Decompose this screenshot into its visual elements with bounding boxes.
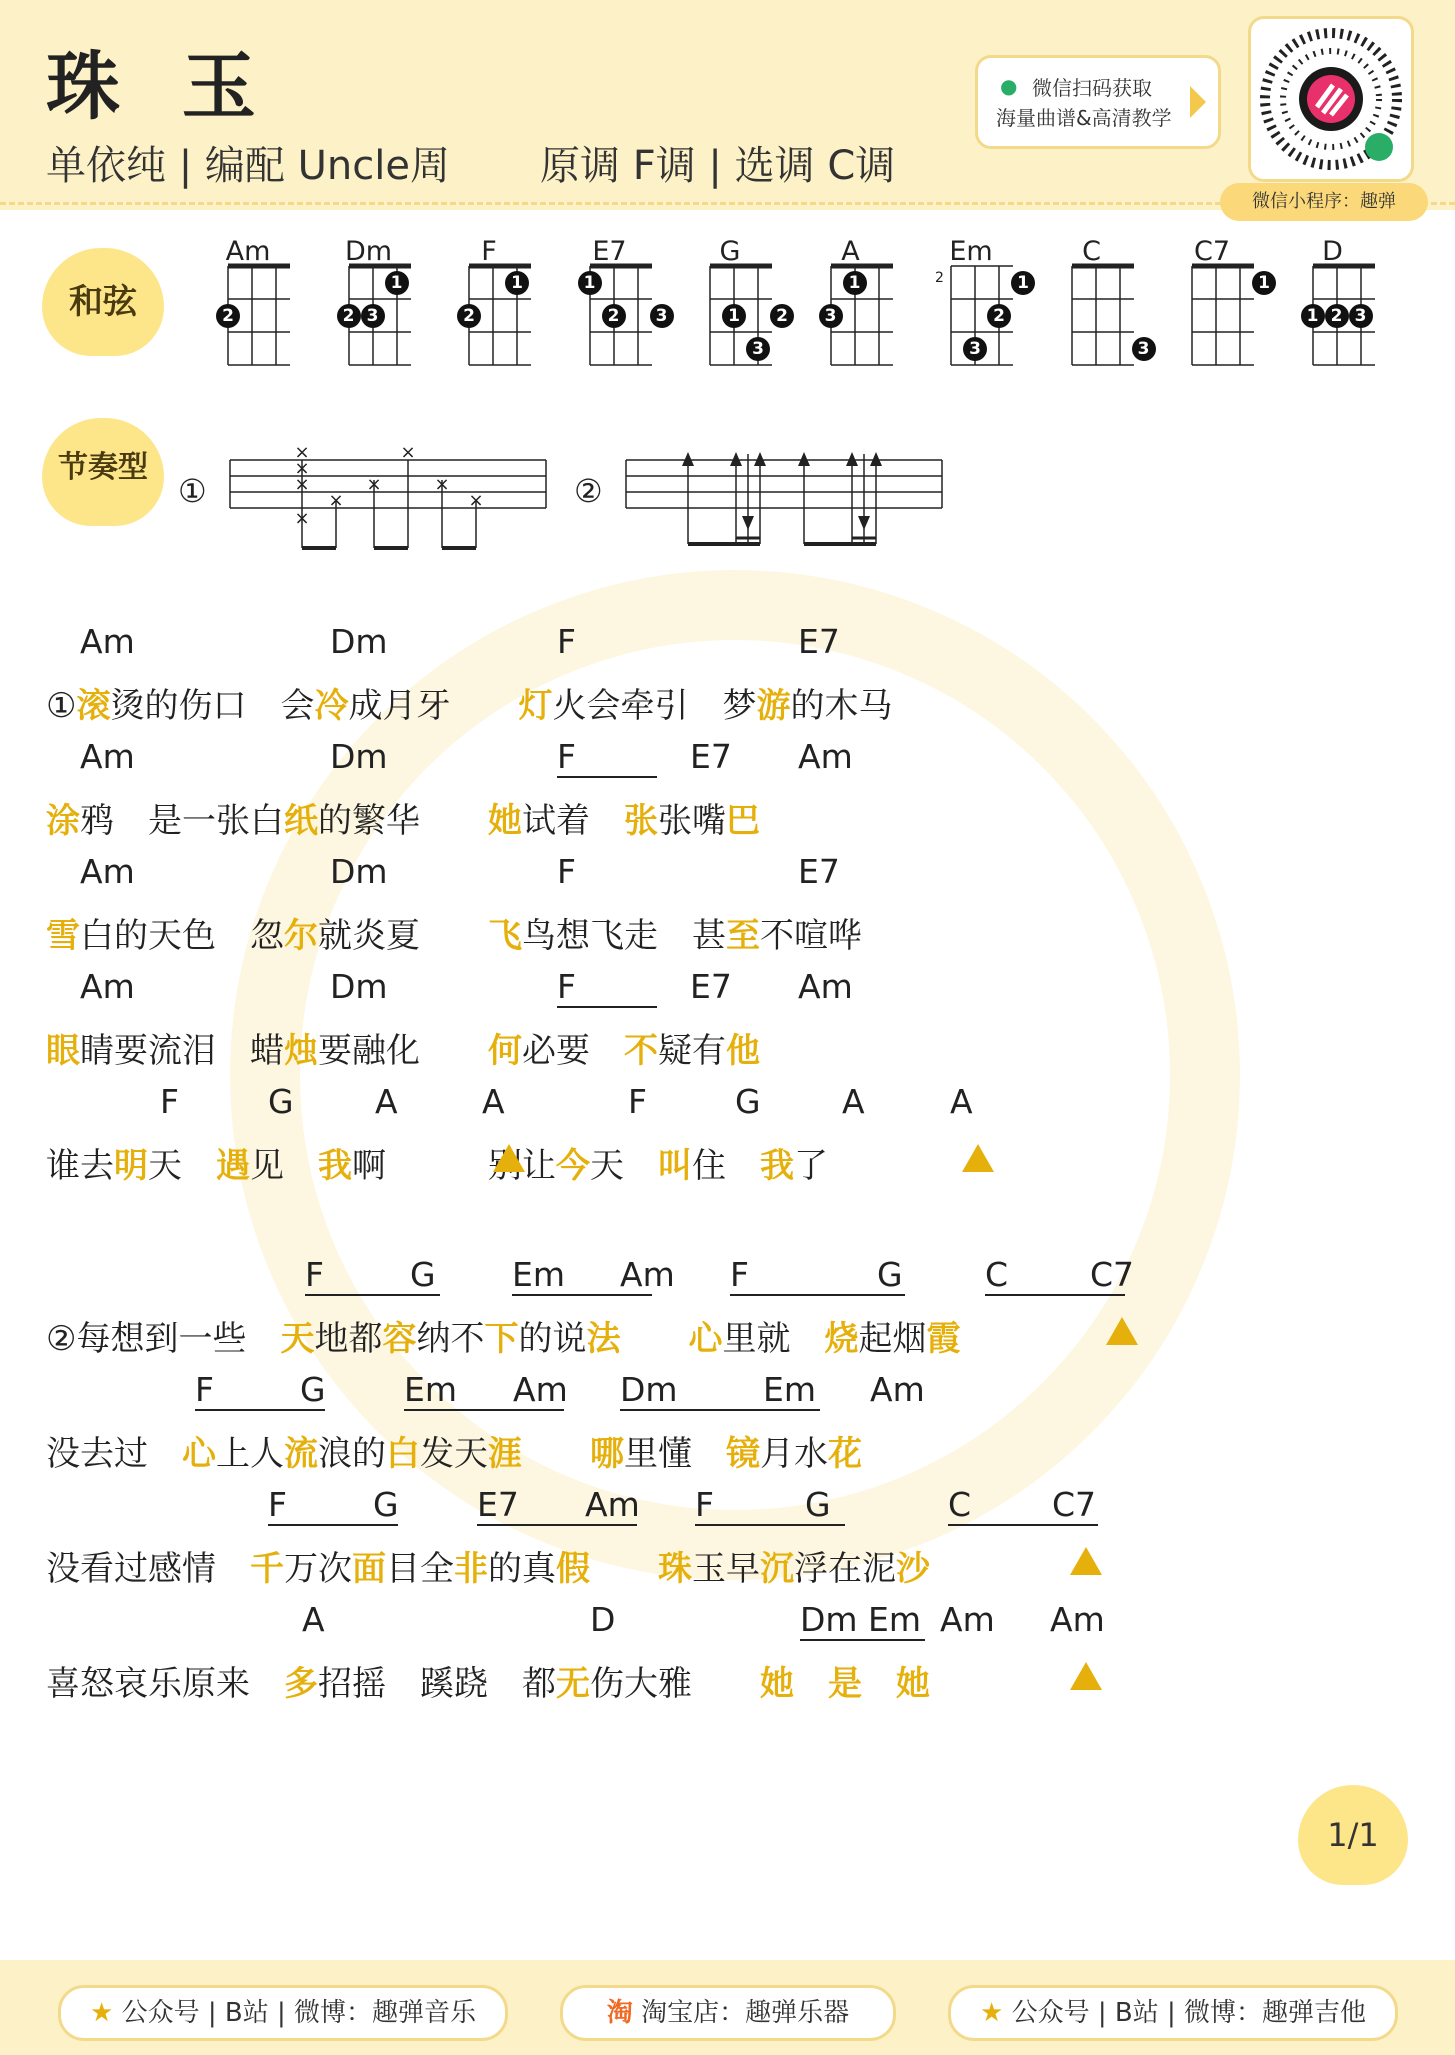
chord-label: E7 (798, 852, 840, 891)
wechat-icon: ● (1000, 74, 1018, 98)
chord-name: Em (949, 236, 993, 267)
fretboard-grid (1054, 236, 1134, 376)
key-info: 原调 F调 | 选调 C调 (540, 143, 896, 189)
svg-text:×: × (468, 490, 484, 511)
arrow-right-icon (1190, 86, 1206, 118)
lyric-text: 睛要流泪 蜡 (80, 1031, 284, 1071)
chord-label: A (482, 1082, 505, 1121)
lyric-accent: 是 (828, 1664, 862, 1704)
lyric-text: 喜怒哀乐原来 (46, 1664, 284, 1704)
lyric-accent: 涂 (46, 801, 80, 841)
lyric-text: 烫的伤口 (110, 686, 247, 726)
chord-label: F (557, 852, 576, 891)
wechat-promo-box[interactable] (975, 55, 1221, 149)
chord-label: C7 (1052, 1485, 1097, 1524)
artist-arranger: 单依纯 | 编配 Uncle周 (46, 143, 450, 189)
lyric-text: 招摇 蹊跷 都 (318, 1664, 556, 1704)
chord-diagram (331, 236, 407, 376)
chord-label: Am (1050, 1600, 1105, 1639)
lyric-accent: 何 (488, 1031, 522, 1071)
lyric-text: 不喧哗 (760, 916, 862, 956)
lyric-text: 谁去 (46, 1146, 114, 1186)
lyric-accent: 烛 (284, 1031, 318, 1071)
finger-dot: 3 (819, 304, 843, 328)
rhythm-pattern-2 (624, 440, 944, 560)
lyric-text: 疑有 (658, 1031, 726, 1071)
lyric-text: 会 (246, 686, 315, 726)
chord-label: E7 (798, 622, 840, 661)
chord-label: E7 (690, 967, 732, 1006)
chord-label: Am (80, 622, 135, 661)
finger-dot: 3 (361, 304, 385, 328)
svg-text:×: × (434, 474, 450, 495)
chord-label: G (373, 1485, 399, 1524)
finger-dot: 2 (216, 304, 240, 328)
wechat-line1: 微信扫码获取 (1032, 76, 1152, 100)
lyric-line (46, 1023, 760, 1072)
lyric-text: ②每想到一些 (46, 1319, 281, 1359)
chord-label: E7 (690, 737, 732, 776)
lyric-text: 的繁华 (318, 801, 420, 841)
lyric-text: 就炎夏 (318, 916, 420, 956)
finger-dot: 2 (602, 304, 626, 328)
footer-right-text: 公众号 | B站 | 微博：趣弹吉他 (1011, 1998, 1366, 2028)
triangle-icon (962, 1144, 994, 1172)
finger-dot: 3 (1349, 304, 1373, 328)
lyric-text: 必要 (522, 1031, 624, 1071)
lyric-accent: 花 (828, 1434, 862, 1474)
finger-dot: 1 (1011, 271, 1035, 295)
lyric-accent: 流 (284, 1434, 318, 1474)
lyric-text: 试着 (522, 801, 624, 841)
chord-diagram (1295, 236, 1371, 376)
lyric-line (46, 793, 760, 842)
chord-label: F (160, 1082, 179, 1121)
lyric-accent: 她 (760, 1664, 794, 1704)
chord-label: F (557, 967, 657, 1008)
finger-dot: 3 (963, 337, 987, 361)
lyric-text: 的说 (518, 1319, 587, 1359)
finger-dot: 1 (578, 271, 602, 295)
lyric-text: 玉早 (692, 1549, 760, 1589)
chord-name: Am (225, 236, 271, 267)
lyric-text: 成月牙 (348, 686, 451, 726)
wechat-line2: 海量曲谱&高清教学 (996, 106, 1172, 130)
chord-label: G (805, 1485, 831, 1524)
rhythm-2-number: ② (574, 472, 603, 510)
triangle-icon (1106, 1317, 1138, 1345)
lyric-accent: 灯 (518, 686, 553, 726)
lyric-accent: 下 (484, 1319, 519, 1359)
chord-label: C7 (1090, 1255, 1135, 1294)
lyric-text (590, 1549, 658, 1589)
lyric-accent: 他 (726, 1031, 760, 1071)
fret-number: 2 (935, 270, 944, 286)
chord-name: F (481, 236, 497, 267)
lyric-text: 地都 (314, 1319, 383, 1359)
lyric-line (46, 1541, 930, 1590)
chord-label: Am (620, 1255, 675, 1294)
footer-link-left[interactable] (58, 1985, 508, 2041)
chord-label: F (195, 1370, 325, 1411)
finger-dot: 1 (722, 304, 746, 328)
lyric-accent: 游 (756, 686, 791, 726)
lyric-accent: 沉 (760, 1549, 794, 1589)
chord-label: Dm (330, 737, 388, 776)
svg-text:×: × (294, 458, 310, 479)
footer-link-right[interactable] (948, 1985, 1398, 2041)
rhythm-section-badge: 节奏型 (42, 418, 164, 526)
lyric-text: 见 (250, 1146, 318, 1186)
chord-label: Am (940, 1600, 995, 1639)
lyric-text: 没看过感情 (46, 1549, 250, 1589)
lyric-accent: 她 (488, 801, 522, 841)
chord-diagram (1054, 236, 1150, 376)
chord-label: Am (80, 737, 135, 776)
finger-dot: 3 (746, 337, 770, 361)
lyric-text: 伤大雅 (590, 1664, 692, 1704)
chord-label: Am (870, 1370, 925, 1409)
lyric-accent: 巴 (726, 801, 760, 841)
lyric-line (46, 678, 892, 727)
triangle-icon (493, 1144, 525, 1172)
chord-label: Am (798, 737, 853, 776)
lyric-accent: 至 (726, 916, 760, 956)
svg-text:×: × (294, 442, 310, 463)
chord-label: Em (404, 1370, 564, 1411)
lyric-text: 目全 (386, 1549, 454, 1589)
lyric-line (46, 1656, 930, 1705)
lyric-text: 万次 (284, 1549, 352, 1589)
svg-text:×: × (294, 508, 310, 529)
lyric-accent: 她 (896, 1664, 930, 1704)
chord-label: Dm (330, 852, 388, 891)
finger-dot: 2 (987, 304, 1011, 328)
chord-label: F (628, 1082, 647, 1121)
lyric-text (692, 1664, 760, 1704)
chord-label: A (302, 1600, 325, 1639)
lyric-text (794, 1664, 828, 1704)
chord-label: Em (512, 1255, 652, 1296)
chord-label: Am (513, 1370, 568, 1409)
lyric-accent: 冷 (314, 686, 349, 726)
chord-diagram (1174, 236, 1270, 376)
taobao-icon: 淘 (606, 1998, 633, 2028)
chord-diagram (572, 236, 668, 376)
lyric-accent: 霞 (926, 1319, 961, 1359)
lyric-text: 梦 (688, 686, 757, 726)
chord-name: C7 (1193, 236, 1231, 267)
footer-link-middle[interactable] (560, 1985, 896, 2041)
lyric-accent: 心 (182, 1434, 216, 1474)
lyric-text (620, 1319, 688, 1359)
chord-label: F (695, 1485, 845, 1526)
finger-dot: 1 (385, 271, 409, 295)
chord-name: C (1082, 236, 1101, 267)
svg-text:×: × (328, 490, 344, 511)
lyric-accent: 烧 (824, 1319, 859, 1359)
lyric-accent: 我 (760, 1146, 794, 1186)
chord-label: G (877, 1255, 903, 1294)
lyric-text: ① (46, 686, 77, 726)
chord-diagram (210, 236, 286, 376)
lyric-accent: 不 (624, 1031, 658, 1071)
lyric-line (46, 1138, 828, 1187)
chord-label: Dm (330, 622, 388, 661)
chord-diagram (451, 236, 527, 376)
lyric-text (420, 801, 488, 841)
lyric-accent: 法 (586, 1319, 621, 1359)
chord-diagram (813, 236, 889, 376)
star-icon: ★ (90, 1998, 114, 2028)
lyric-accent: 多 (284, 1664, 318, 1704)
triangle-icon (1070, 1547, 1102, 1575)
lyric-text (522, 1434, 590, 1474)
lyric-accent: 叫 (658, 1146, 692, 1186)
chord-label: G (300, 1370, 326, 1409)
chord-label: Dm Em (800, 1600, 925, 1641)
lyric-accent: 遇 (216, 1146, 250, 1186)
lyric-accent: 张 (624, 801, 658, 841)
lyric-text: 白的天色 忽 (80, 916, 284, 956)
lyric-accent: 明 (114, 1146, 148, 1186)
miniprogram-code-icon (1251, 19, 1411, 179)
lyric-accent: 纸 (284, 801, 318, 841)
lyric-text: 上人 (216, 1434, 284, 1474)
lyric-text: 浮在泥 (794, 1549, 896, 1589)
chords-section-badge: 和弦 (42, 248, 164, 356)
lyric-accent: 飞 (488, 916, 522, 956)
lyric-line (46, 908, 862, 957)
finger-dot: 1 (1301, 304, 1325, 328)
chord-label: G (410, 1255, 436, 1294)
finger-dot: 3 (1132, 337, 1156, 361)
finger-dot: 2 (457, 304, 481, 328)
lyric-line (46, 1426, 862, 1475)
lyric-accent: 雪 (46, 916, 80, 956)
lyric-text: 了 (794, 1146, 828, 1186)
chord-label: C (985, 1255, 1125, 1296)
lyric-text: 天 (148, 1146, 216, 1186)
lyric-text: 住 (692, 1146, 760, 1186)
chord-label: Dm (330, 967, 388, 1006)
lyric-accent: 容 (382, 1319, 417, 1359)
lyric-text: 张嘴 (658, 801, 726, 841)
chord-label: F (557, 737, 657, 778)
lyric-text (862, 1664, 896, 1704)
lyric-accent: 我 (318, 1146, 352, 1186)
lyric-accent: 涯 (488, 1434, 522, 1474)
lyric-accent: 天 (280, 1319, 315, 1359)
lyric-accent: 非 (454, 1549, 488, 1589)
svg-text:×: × (400, 442, 416, 463)
lyric-accent: 心 (688, 1319, 723, 1359)
lyric-accent: 眼 (46, 1031, 80, 1071)
chord-name: E7 (592, 236, 627, 267)
chord-name: D (1322, 236, 1343, 267)
lyric-text: 没去过 (46, 1434, 182, 1474)
chord-label: F (268, 1485, 398, 1526)
lyric-text: 天 (590, 1146, 658, 1186)
lyric-accent: 假 (556, 1549, 590, 1589)
chord-label: A (375, 1082, 398, 1121)
star-icon: ★ (980, 1998, 1004, 2028)
triangle-icon (1070, 1662, 1102, 1690)
lyric-text: 起烟 (858, 1319, 927, 1359)
lyric-text: 要融化 (318, 1031, 420, 1071)
chord-label: G (735, 1082, 761, 1121)
chord-diagram (692, 236, 788, 376)
lyric-accent: 无 (556, 1664, 590, 1704)
lyric-accent: 千 (250, 1549, 284, 1589)
lyric-text: 发天 (420, 1434, 488, 1474)
lyric-text: 的木马 (790, 686, 893, 726)
chord-label: Am (80, 852, 135, 891)
lyric-accent: 面 (352, 1549, 386, 1589)
chord-label: A (950, 1082, 973, 1121)
chord-name: Dm (344, 236, 393, 267)
finger-dot: 1 (843, 271, 867, 295)
rhythm-pattern-1 (228, 440, 548, 560)
lyric-text: 啊 (352, 1146, 386, 1186)
lyric-text: 里懂 (624, 1434, 726, 1474)
lyric-text: 里就 (722, 1319, 825, 1359)
chord-label: F (305, 1255, 440, 1296)
finger-dot: 3 (650, 304, 674, 328)
svg-text:×: × (294, 474, 310, 495)
lyric-accent: 尔 (284, 916, 318, 956)
finger-dot: 1 (1252, 271, 1276, 295)
footer-left-text: 公众号 | B站 | 微博：趣弹音乐 (121, 1998, 476, 2028)
chord-label: C (948, 1485, 1098, 1526)
lyric-accent: 今 (556, 1146, 590, 1186)
lyric-accent: 镜 (726, 1434, 760, 1474)
finger-dot: 1 (505, 271, 529, 295)
finger-dot: 2 (770, 304, 794, 328)
finger-dot: 2 (1325, 304, 1349, 328)
lyric-text (420, 1031, 488, 1071)
lyric-text: 纳不 (416, 1319, 485, 1359)
lyric-text: 的真 (488, 1549, 556, 1589)
finger-dot: 2 (337, 304, 361, 328)
lyric-text: 火会牵引 (552, 686, 689, 726)
chord-label: F (557, 622, 576, 661)
chord-label: Em (763, 1370, 816, 1409)
qr-code[interactable] (1248, 16, 1414, 182)
lyric-text (420, 916, 488, 956)
page-number: 1/1 (1298, 1785, 1408, 1885)
lyric-accent: 白 (386, 1434, 420, 1474)
chord-label: D (590, 1600, 616, 1639)
chord-label: F (730, 1255, 905, 1296)
lyric-text: 浪的 (318, 1434, 386, 1474)
chord-label: E7 (477, 1485, 637, 1526)
chord-label: Am (798, 967, 853, 1006)
chord-label: Dm (620, 1370, 820, 1411)
lyric-text (450, 686, 518, 726)
chord-label: G (268, 1082, 294, 1121)
chord-label: Am (80, 967, 135, 1006)
song-title: 珠 玉 (46, 44, 274, 130)
chord-diagram (933, 236, 1029, 376)
svg-text:×: × (366, 474, 382, 495)
lyric-text: 鸟想飞走 甚 (522, 916, 726, 956)
lyric-text (386, 1146, 488, 1186)
footer-middle-text: 淘宝店：趣弹乐器 (641, 1998, 850, 2028)
lyric-accent: 滚 (76, 686, 111, 726)
chord-label: Am (585, 1485, 640, 1524)
lyric-accent: 沙 (896, 1549, 930, 1589)
chord-name: G (719, 236, 741, 267)
lyric-accent: 哪 (590, 1434, 624, 1474)
lyric-text: 鸦 是一张白 (80, 801, 284, 841)
fretboard-grid (1174, 236, 1254, 376)
rhythm-1-number: ① (178, 472, 207, 510)
lyric-text: 别让 (488, 1146, 556, 1186)
chord-label: A (842, 1082, 865, 1121)
lyric-line (46, 1311, 960, 1360)
chord-name: A (841, 236, 860, 267)
lyric-text: 月水 (760, 1434, 828, 1474)
lyric-accent: 珠 (658, 1549, 692, 1589)
miniprogram-label: 微信小程序：趣弹 (1220, 183, 1428, 221)
